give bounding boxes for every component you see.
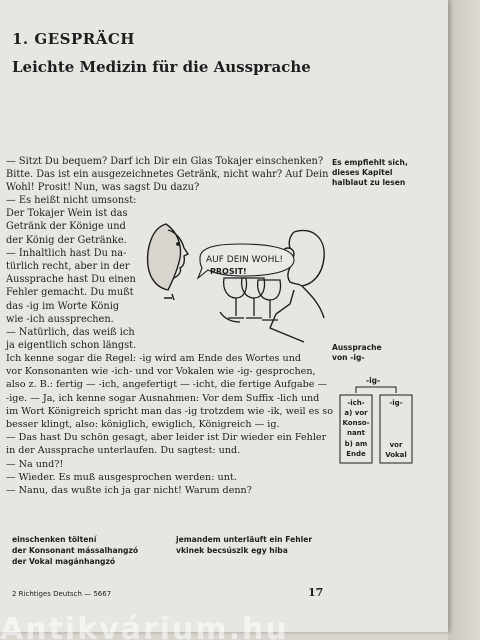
text-line: der König der Getränke. [6, 234, 127, 246]
diagram-left-line: nant [346, 429, 366, 437]
text-line: Bitte. Das ist ein ausgezeichnetes Getränk, nicht wahr? Auf Dein [6, 169, 329, 181]
text-line: ja eigentlich schon längst. [6, 340, 137, 352]
text-line: vor Konsonanten wie -ich- und vor Vokalen wie -ig- gesprochen, [6, 366, 316, 378]
text-line: Getränk der Könige und [6, 221, 126, 233]
diagram-right-line: vor [389, 441, 403, 449]
text-line: das -ig im Worte König [6, 300, 120, 312]
side-note-reading [332, 158, 408, 188]
dialog-rest [6, 352, 333, 497]
text-line: im Wort Königreich spricht man das -ig trotzdem wie -ik, weil es so [6, 405, 334, 417]
text-line: — Na und?! [6, 458, 64, 470]
side-note-line: von -ig- [332, 353, 365, 362]
diagram-right-line: Vokal [385, 451, 407, 459]
text-line: Aussprache hast Du einen [6, 274, 136, 286]
diagram-left-line: -ich- [347, 399, 365, 407]
toasting-illustration [144, 218, 330, 348]
text-line: — Sitzt Du bequem? Darf ich Dir ein Glas Tokajer einschenken? [6, 156, 324, 167]
ig-pronunciation-diagram [336, 375, 416, 465]
diagram-left-line: b) am [344, 440, 368, 448]
dialog-narrow-column [6, 194, 136, 352]
glossary-left [12, 534, 138, 567]
diagram-top-label: -ig- [366, 376, 381, 385]
text-line: Fehler gemacht. Du mußt [6, 287, 134, 299]
text-line: türlich recht, aber in der [6, 261, 130, 273]
glossary-right [176, 534, 312, 556]
text-line: — Das hast Du schön gesagt, aber leider ist Dir wieder ein Fehler [6, 432, 327, 444]
side-note-line: halblaut zu lesen [332, 178, 406, 187]
glossary-entry: jemandem unterläuft ein Fehler [176, 535, 313, 544]
glossary-entry: der Vokal magánhangzó [12, 557, 116, 566]
text-line: Ich kenne sogar die Regel: -ig wird am Ende des Wortes und [6, 353, 302, 364]
woman-figure [148, 224, 188, 300]
chapter-heading: 1. GESPRÄCH [12, 30, 135, 48]
text-line: — Natürlich, das weiß ich [6, 327, 135, 339]
side-note-line: Aussprache [332, 343, 382, 352]
diagram-left-line: Konso- [342, 419, 370, 427]
bubble-line-1: AUF DEIN WOHL! [206, 255, 284, 265]
wine-glasses [220, 278, 281, 322]
page-number: 17 [308, 586, 324, 599]
text-line: — Inhaltlich hast Du na- [6, 247, 127, 259]
glossary-entry: vkinek becsúszik egy hiba [176, 546, 288, 555]
diagram-left-line: a) vor [344, 409, 368, 417]
text-line: in der Aussprache unterlaufen. Du sagtest: und. [6, 445, 241, 457]
lesson-subtitle: Leichte Medizin für die Aussprache [12, 58, 311, 76]
dialog-opening [6, 155, 328, 195]
text-line: wie -ich aussprechen. [6, 313, 114, 325]
diagram-right-line: -ig- [389, 399, 403, 407]
footer-signature: 2 Richtiges Deutsch — 5667 [12, 590, 112, 598]
side-note-line: dieses Kapitel [332, 168, 393, 177]
text-line: -ige. — Ja, ich kenne sogar Ausnahmen: Vor dem Suffix -lich und [6, 392, 320, 404]
text-line: — Wieder. Es muß ausgesprochen werden: unt. [6, 471, 237, 483]
watermark: Antikvárium.hu [0, 612, 289, 640]
text-line: — Nanu, das wußte ich ja gar nicht! Warum denn? [6, 485, 252, 497]
glossary-entry: einschenken töltení [12, 535, 97, 544]
speech-bubble [198, 244, 294, 278]
text-line: Der Tokajer Wein ist das [6, 208, 128, 220]
page-gutter [448, 0, 480, 640]
text-line: also z. B.: fertig — -ich, angefertigt — -icht, die fertige Aufgabe — [6, 379, 328, 391]
side-note-pronunciation [332, 343, 382, 363]
text-line: — Es heißt nicht umsonst: [6, 195, 137, 206]
bubble-line-2: PROSIT! [210, 267, 247, 276]
glossary-entry: der Konsonant mássalhangzó [12, 546, 139, 555]
side-note-line: Es empfiehlt sich, [332, 158, 408, 167]
text-line: Wohl! Prosit! Nun, was sagst Du dazu? [6, 182, 200, 194]
text-line: besser klingt, also: königlich, ewiglich, Königreich — ig. [6, 419, 280, 431]
diagram-left-line: Ende [346, 450, 366, 458]
